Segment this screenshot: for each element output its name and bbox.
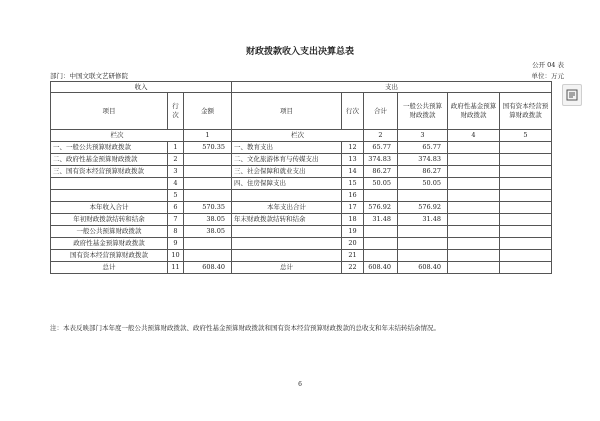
expense-row-no-cell: 15 bbox=[342, 178, 364, 190]
table-row bbox=[51, 154, 552, 166]
expense-item-cell bbox=[232, 238, 342, 250]
gov-fund-cell bbox=[448, 154, 500, 166]
state-capital-cell bbox=[500, 202, 552, 214]
expense-row-no-cell: 21 bbox=[342, 250, 364, 262]
income-amount-cell: 38.05 bbox=[184, 226, 232, 238]
expense-item-cell: 二、文化旅游体育与传媒支出 bbox=[232, 154, 342, 166]
report-title: 财政拨款收入支出决算总表 bbox=[245, 47, 354, 57]
income-row-no-header: 行次 bbox=[168, 93, 184, 130]
general-budget-cell: 65.77 bbox=[398, 142, 448, 154]
expense-row-no-cell: 20 bbox=[342, 238, 364, 250]
form-number: 公开 04 表 bbox=[532, 61, 564, 69]
income-item-cell: 年初财政拨款结转和结余 bbox=[51, 214, 168, 226]
income-amount-cell: 570.35 bbox=[184, 142, 232, 154]
expense-item-cell: 本年支出合计 bbox=[232, 202, 342, 214]
table-row bbox=[51, 214, 552, 226]
expense-item-cell: 一、教育支出 bbox=[232, 142, 342, 154]
expense-total-cell bbox=[364, 190, 398, 202]
expense-total-cell bbox=[364, 226, 398, 238]
income-item-cell: 政府性基金预算财政拨款 bbox=[51, 238, 168, 250]
gov-fund-cell bbox=[448, 142, 500, 154]
income-row-no-cell: 2 bbox=[168, 154, 184, 166]
expense-item-cell bbox=[232, 250, 342, 262]
general-budget-cell bbox=[398, 190, 448, 202]
expense-total-cell: 374.83 bbox=[364, 154, 398, 166]
table-row bbox=[51, 250, 552, 262]
gov-fund-cell bbox=[448, 166, 500, 178]
section-header-row bbox=[51, 82, 552, 93]
income-amount-cell bbox=[184, 178, 232, 190]
income-row-no-cell: 3 bbox=[168, 166, 184, 178]
gov-fund-cell bbox=[448, 226, 500, 238]
expense-row-no-header: 行次 bbox=[342, 93, 364, 130]
gov-fund-cell bbox=[448, 238, 500, 250]
table-row bbox=[51, 166, 552, 178]
gov-fund-cell bbox=[448, 178, 500, 190]
document-panel-icon bbox=[566, 89, 578, 101]
income-amount-cell: 570.35 bbox=[184, 202, 232, 214]
column-index-3: 3 bbox=[398, 130, 448, 142]
state-capital-cell bbox=[500, 214, 552, 226]
gov-fund-header: 政府性基金预算财政拨款 bbox=[448, 93, 500, 130]
income-item-cell bbox=[51, 178, 168, 190]
state-capital-cell bbox=[500, 178, 552, 190]
column-index-4: 4 bbox=[448, 130, 500, 142]
expense-total-header: 合计 bbox=[364, 93, 398, 130]
expense-total-cell bbox=[364, 250, 398, 262]
expense-row-no-cell: 12 bbox=[342, 142, 364, 154]
expense-total-cell: 65.77 bbox=[364, 142, 398, 154]
general-budget-cell: 31.48 bbox=[398, 214, 448, 226]
expense-item-cell: 四、住房保障支出 bbox=[232, 178, 342, 190]
income-item-cell: 一、一般公共预算财政拨款 bbox=[51, 142, 168, 154]
income-row-no-cell: 7 bbox=[168, 214, 184, 226]
income-row-no-cell: 10 bbox=[168, 250, 184, 262]
income-amount-cell: 38.05 bbox=[184, 214, 232, 226]
general-budget-cell: 576.92 bbox=[398, 202, 448, 214]
expense-item-cell bbox=[232, 190, 342, 202]
gov-fund-cell bbox=[448, 250, 500, 262]
state-capital-cell bbox=[500, 190, 552, 202]
income-item-cell: 国有资本经营预算财政拨款 bbox=[51, 250, 168, 262]
expense-item-header: 项目 bbox=[232, 93, 342, 130]
table-row bbox=[51, 190, 552, 202]
expense-item-cell: 年末财政拨款结转和结余 bbox=[232, 214, 342, 226]
table-row bbox=[51, 202, 552, 214]
table-row bbox=[51, 226, 552, 238]
state-capital-cell bbox=[500, 226, 552, 238]
general-budget-header: 一般公共预算财政拨款 bbox=[398, 93, 448, 130]
state-capital-cell bbox=[500, 262, 552, 274]
income-row-no-cell: 11 bbox=[168, 262, 184, 274]
column-index-2: 2 bbox=[364, 130, 398, 142]
income-amount-header: 金额 bbox=[184, 93, 232, 130]
income-amount-cell bbox=[184, 154, 232, 166]
department-label: 部门：中国文联文艺研修院 bbox=[50, 72, 128, 80]
income-amount-cell: 608.40 bbox=[184, 262, 232, 274]
general-budget-cell: 374.83 bbox=[398, 154, 448, 166]
general-budget-cell bbox=[398, 226, 448, 238]
budget-summary-table bbox=[50, 81, 552, 274]
income-item-cell: 本年收入合计 bbox=[51, 202, 168, 214]
expense-row-no-cell: 18 bbox=[342, 214, 364, 226]
state-capital-cell bbox=[500, 238, 552, 250]
income-amount-cell bbox=[184, 250, 232, 262]
page-number: 6 bbox=[298, 381, 302, 388]
income-row-no-cell: 1 bbox=[168, 142, 184, 154]
expense-section-header: 支出 bbox=[232, 82, 552, 93]
income-row-no-cell: 6 bbox=[168, 202, 184, 214]
gov-fund-cell bbox=[448, 190, 500, 202]
unit-label: 单位：万元 bbox=[531, 72, 564, 80]
expense-total-cell bbox=[364, 238, 398, 250]
expense-row-no-cell: 17 bbox=[342, 202, 364, 214]
expense-total-cell: 86.27 bbox=[364, 166, 398, 178]
expense-row-no-cell: 22 bbox=[342, 262, 364, 274]
income-item-header: 项目 bbox=[51, 93, 168, 130]
general-budget-cell: 50.05 bbox=[398, 178, 448, 190]
state-capital-cell bbox=[500, 154, 552, 166]
state-capital-cell bbox=[500, 142, 552, 154]
gov-fund-cell bbox=[448, 214, 500, 226]
income-amount-cell bbox=[184, 190, 232, 202]
expense-row-no-cell: 14 bbox=[342, 166, 364, 178]
gov-fund-cell bbox=[448, 262, 500, 274]
income-item-cell: 二、政府性基金预算财政拨款 bbox=[51, 154, 168, 166]
expense-row-no-cell: 16 bbox=[342, 190, 364, 202]
state-capital-header: 国有资本经营预算财政拨款 bbox=[500, 93, 552, 130]
expense-total-cell: 608.40 bbox=[364, 262, 398, 274]
general-budget-cell: 86.27 bbox=[398, 166, 448, 178]
state-capital-cell bbox=[500, 166, 552, 178]
table-footnote: 注：本表反映部门本年度一般公共预算财政拨款、政府性基金预算财政拨款和国有资本经营预算财政拨款的总收支和年末结转结余情况。 bbox=[50, 324, 440, 332]
side-panel-button[interactable] bbox=[562, 84, 582, 106]
income-item-cell: 三、国有资本经营预算财政拨款 bbox=[51, 166, 168, 178]
expense-row-no-cell: 13 bbox=[342, 154, 364, 166]
expense-total-cell: 31.48 bbox=[364, 214, 398, 226]
table-row bbox=[51, 178, 552, 190]
column-index-label-left: 栏次 bbox=[51, 130, 184, 142]
income-row-no-cell: 8 bbox=[168, 226, 184, 238]
expense-total-cell: 576.92 bbox=[364, 202, 398, 214]
income-row-no-cell: 9 bbox=[168, 238, 184, 250]
income-item-cell: 总计 bbox=[51, 262, 168, 274]
income-row-no-cell: 4 bbox=[168, 178, 184, 190]
income-item-cell bbox=[51, 190, 168, 202]
table-row bbox=[51, 238, 552, 250]
column-index-1: 1 bbox=[184, 130, 232, 142]
general-budget-cell bbox=[398, 250, 448, 262]
income-row-no-cell: 5 bbox=[168, 190, 184, 202]
expense-item-cell: 总计 bbox=[232, 262, 342, 274]
expense-item-cell: 三、社会保障和就业支出 bbox=[232, 166, 342, 178]
state-capital-cell bbox=[500, 250, 552, 262]
income-amount-cell bbox=[184, 166, 232, 178]
column-index-5: 5 bbox=[500, 130, 552, 142]
table-row bbox=[51, 262, 552, 274]
column-index-row bbox=[51, 130, 552, 142]
expense-item-cell bbox=[232, 226, 342, 238]
income-section-header: 收入 bbox=[51, 82, 232, 93]
gov-fund-cell bbox=[448, 202, 500, 214]
expense-total-cell: 50.05 bbox=[364, 178, 398, 190]
income-item-cell: 一般公共预算财政拨款 bbox=[51, 226, 168, 238]
column-header-row bbox=[51, 93, 552, 130]
table-row bbox=[51, 142, 552, 154]
column-index-label-right: 栏次 bbox=[232, 130, 364, 142]
income-amount-cell bbox=[184, 238, 232, 250]
expense-row-no-cell: 19 bbox=[342, 226, 364, 238]
general-budget-cell bbox=[398, 238, 448, 250]
general-budget-cell: 608.40 bbox=[398, 262, 448, 274]
